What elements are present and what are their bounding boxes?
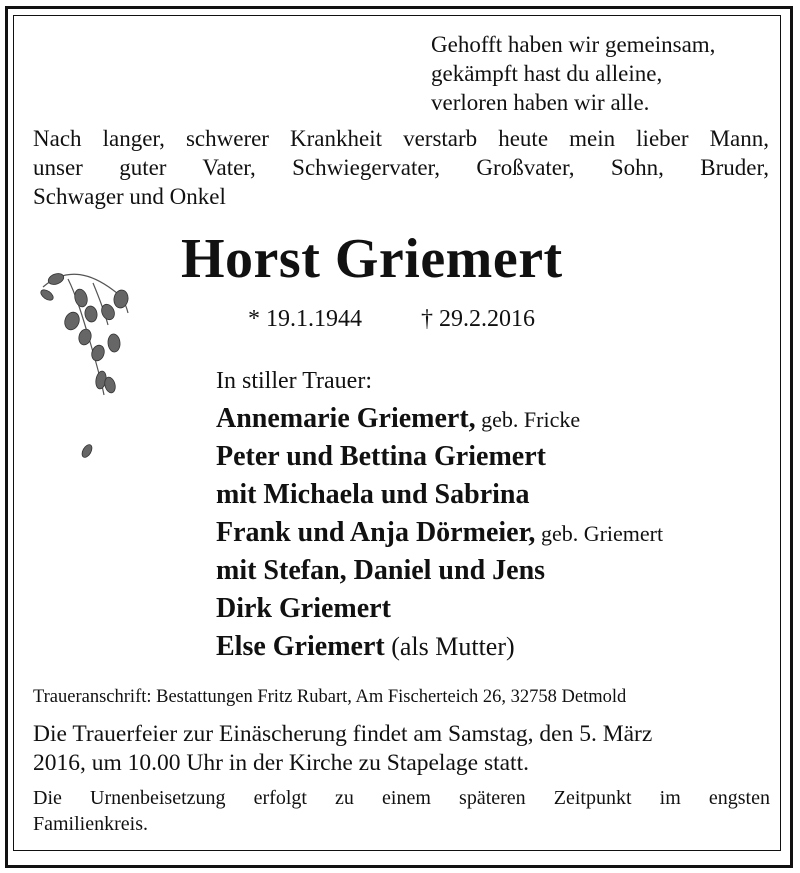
- motto-verse: [431, 30, 715, 117]
- mourners-list: [216, 362, 663, 666]
- deceased-name: Horst Griemert: [181, 228, 563, 290]
- mourner-name: Annemarie Griemert,: [216, 403, 476, 434]
- ceremony-line: 2016, um 10.00 Uhr in der Kirche zu Stapelage statt.: [33, 750, 529, 776]
- mourner-entry: [216, 590, 663, 628]
- mourner-entry: [216, 514, 663, 552]
- ceremony-notice: [33, 720, 770, 778]
- announcement-line: Schwager und Onkel: [33, 184, 226, 209]
- mourner-entry: [216, 628, 663, 666]
- birch-branch-icon: [38, 265, 133, 480]
- mourner-entry: [216, 400, 663, 438]
- urn-line: Die Urnenbeisetzung erfolgt zu einem späteren Zeitpunkt im engsten: [33, 787, 770, 809]
- mourner-name: Peter und Bettina Griemert: [216, 441, 546, 472]
- announcement-line: unser guter Vater, Schwiegervater, Großvater, Sohn, Bruder,: [33, 155, 769, 180]
- mourning-address: Traueranschrift: Bestattungen Fritz Rubart, Am Fischerteich 26, 32758 Detmold: [33, 687, 627, 707]
- mourner-suffix: geb. Griemert: [535, 521, 664, 546]
- birth-date: * 19.1.1944: [248, 306, 362, 332]
- mourner-suffix: geb. Fricke: [475, 407, 581, 432]
- mourner-name: Else Griemert: [216, 631, 385, 662]
- mourner-name: Dirk Griemert: [216, 593, 391, 624]
- urn-line: Familienkreis.: [33, 813, 148, 835]
- motto-line: gekämpft hast du alleine,: [431, 61, 663, 86]
- announcement-line: Nach langer, schwerer Krankheit verstarb heute mein lieber Mann,: [33, 126, 769, 151]
- mourner-entry: [216, 476, 663, 514]
- motto-line: verloren haben wir alle.: [431, 90, 650, 115]
- urn-burial-notice: [33, 785, 770, 837]
- mourners-intro: In stiller Trauer:: [216, 368, 372, 394]
- mourner-suffix: (als Mutter): [384, 632, 515, 661]
- mourner-entry: [216, 552, 663, 590]
- mourner-name: mit Michaela und Sabrina: [216, 479, 530, 510]
- ceremony-line: Die Trauerfeier zur Einäscherung findet am Samstag, den 5. März: [33, 721, 653, 747]
- mourner-name: mit Stefan, Daniel und Jens: [216, 555, 546, 586]
- announcement-text: [33, 124, 769, 211]
- motto-line: Gehofft haben wir gemeinsam,: [431, 32, 716, 57]
- death-date: † 29.2.2016: [421, 306, 535, 332]
- mourner-entry: [216, 438, 663, 476]
- mourner-name: Frank und Anja Dörmeier,: [216, 517, 536, 548]
